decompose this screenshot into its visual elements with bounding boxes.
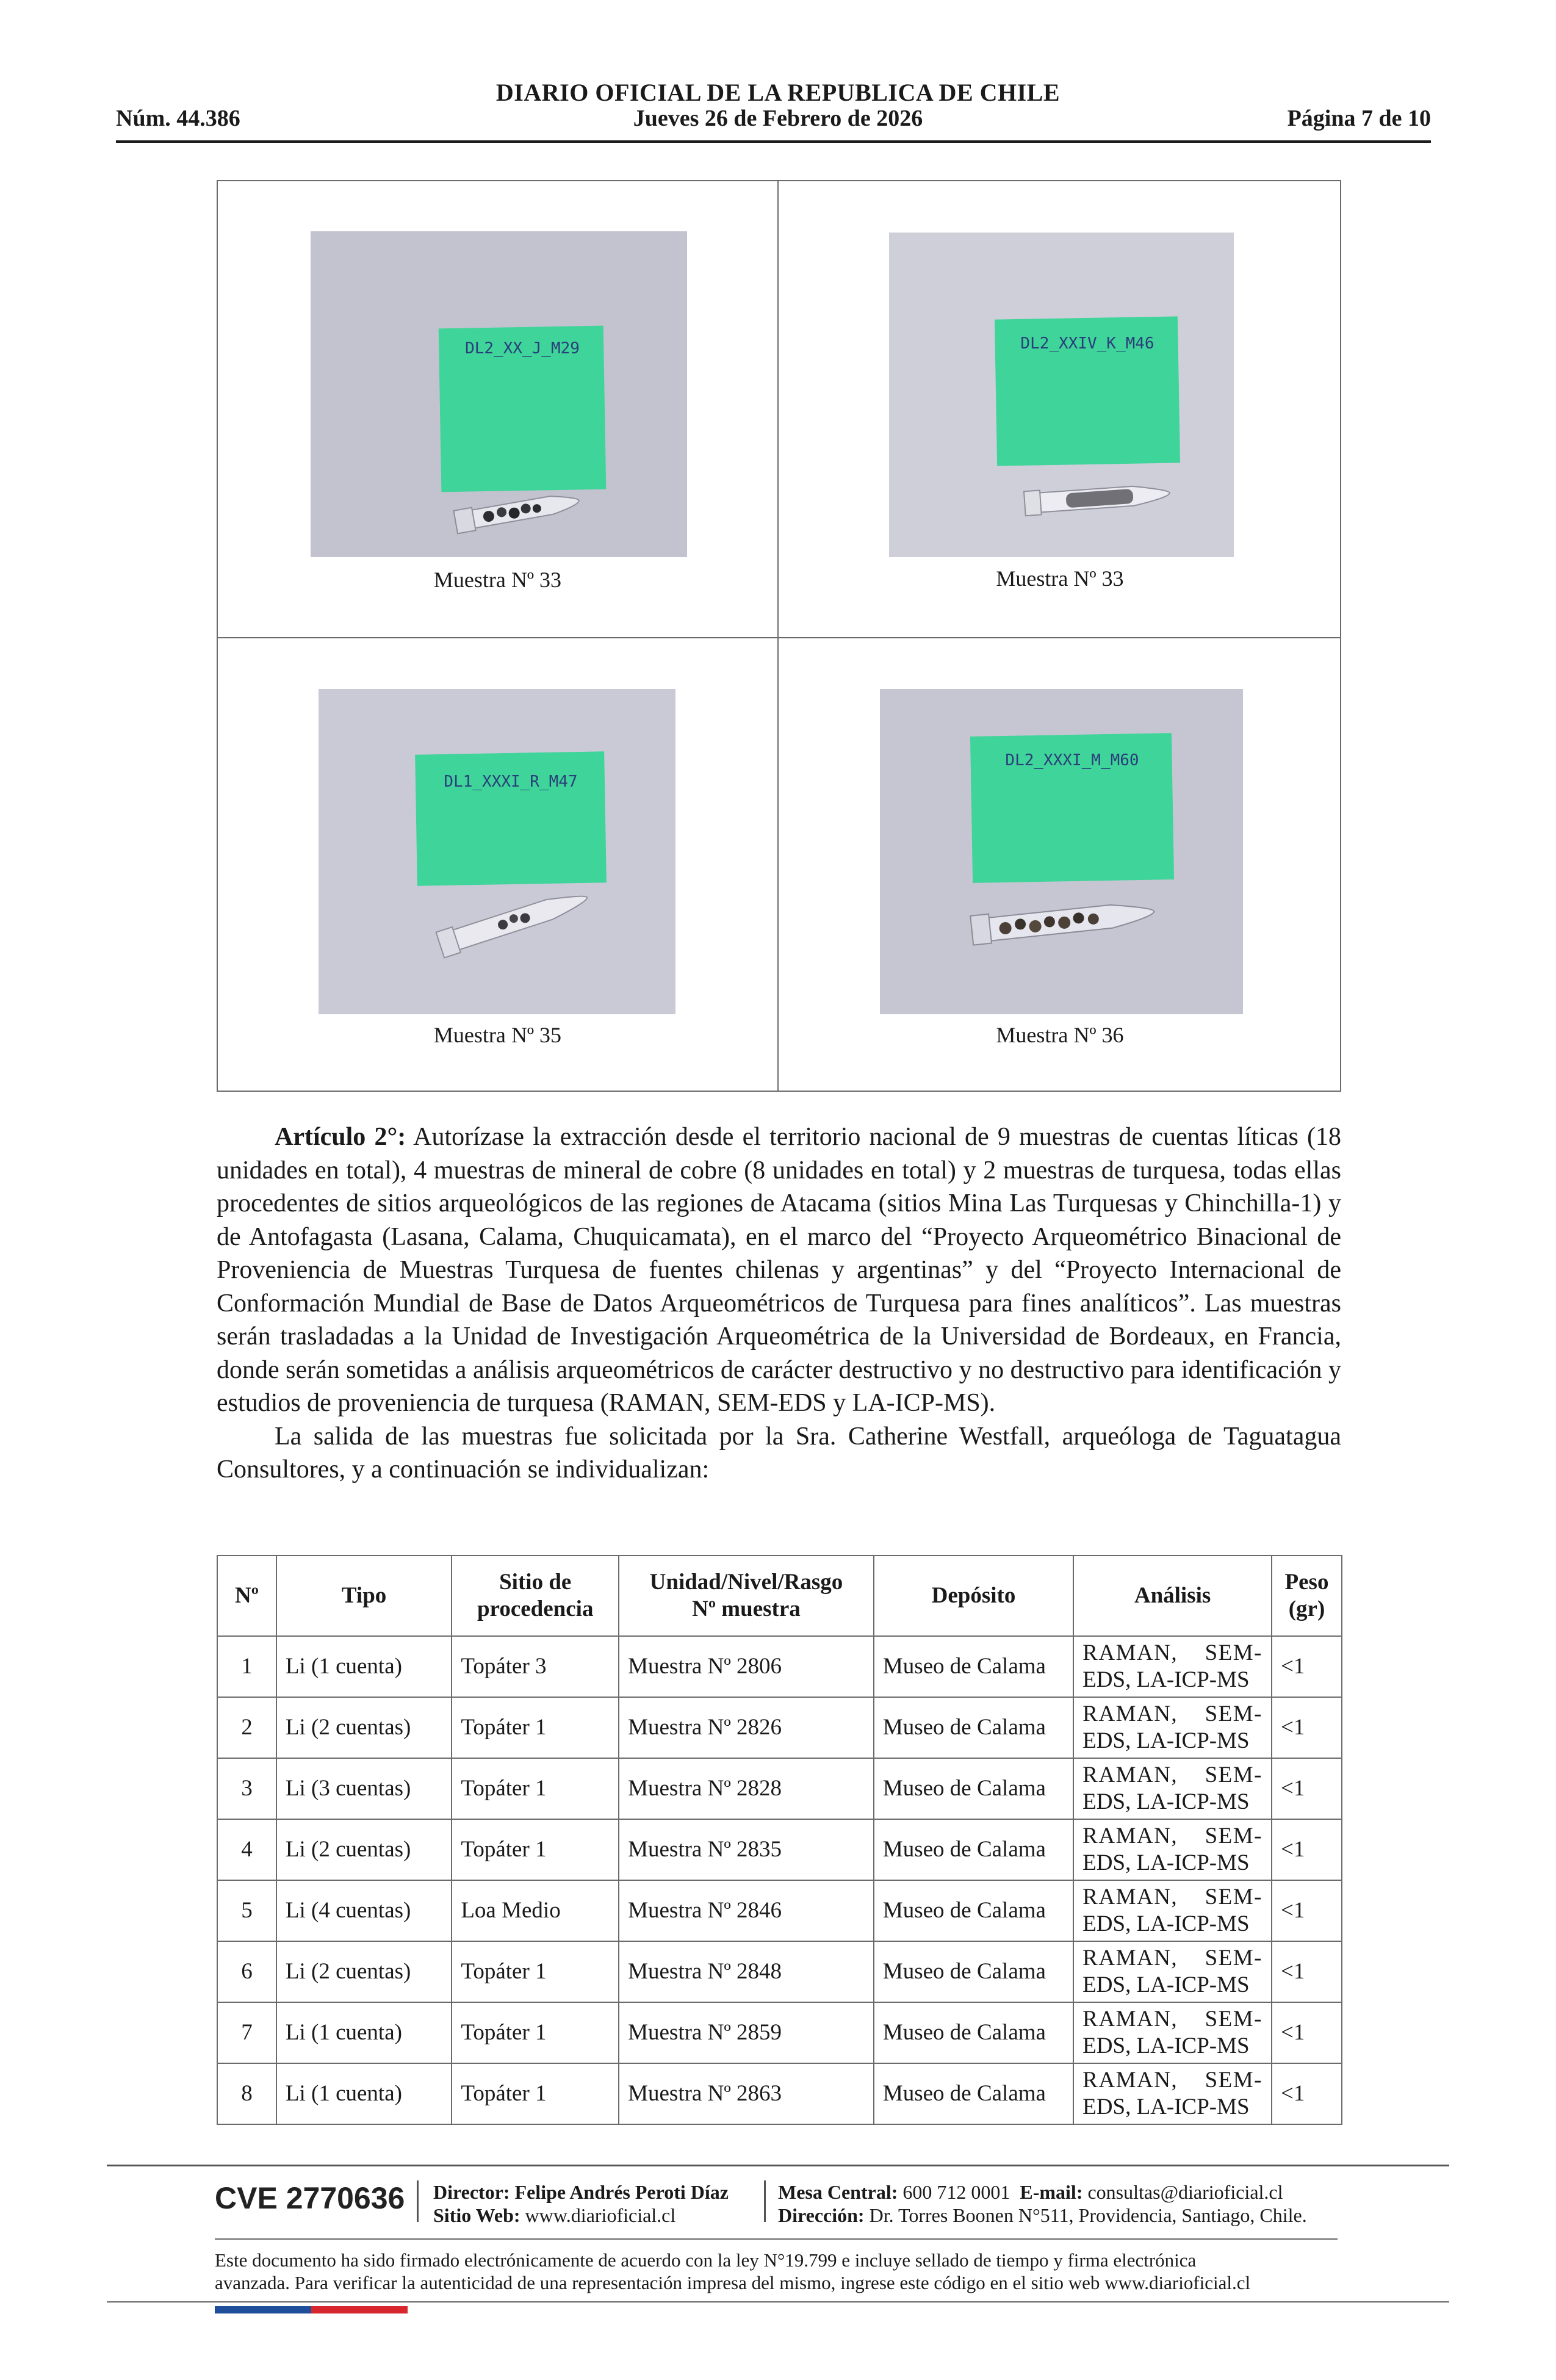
row-num: 5 <box>217 1880 276 1941</box>
col-header-tipo: Tipo <box>276 1556 452 1636</box>
row-muestra: Muestra Nº 2863 <box>619 2063 874 2124</box>
col-header-deposito: Depósito <box>874 1556 1073 1636</box>
article-paragraph-2: La salida de las muestras fue solicitada por la Sra. Catherine Westfall, arqueóloga de Taguatagua Consultores, y a continuación se individualizan: <box>217 1422 1341 1484</box>
table-row <box>217 1819 1342 1880</box>
row-analisis: RAMAN, SEM- EDS, LA-ICP-MS <box>1073 1636 1272 1697</box>
email-link[interactable]: consultas@diarioficial.cl <box>1087 2181 1283 2203</box>
row-tipo: Li (2 cuentas) <box>276 1819 452 1880</box>
table-row <box>217 2063 1342 2124</box>
article-body: Autorízase la extracción desde el territorio nacional de 9 muestras de cuentas líticas (18 unidades en total), 4 muestras de mineral de cobre (8 unidades en total) y 2 muestras de turquesa, todas ellas procedentes de sitios arqueológicos de las regiones de Atacama (sitios Mina Las Turquesas y Chinchilla-1) y de Antofagasta (Lasana, Calama, Chuquicamata), en el marco del “Proyecto Arqueométrico Binacional de Proveniencia de Muestras Turquesa de fuentes chilenas y argentinas” y del “Proyecto Internacional de Conformación Mundial de Base de Datos Arqueométricos de Turquesa para fines analíticos”. Las muestras serán trasladadas a la Unidad de Investigación Arqueométrica de la Universidad de Bordeaux, en Francia, donde serán sometidas a análisis arqueométricos de carácter destructivo y no destructivo para identificación y estudios de proveniencia de turquesa (RAMAN, SEM-EDS y LA-ICP-MS). <box>217 1123 1341 1417</box>
row-tipo: Li (4 cuentas) <box>276 1880 452 1941</box>
row-deposito: Museo de Calama <box>874 1758 1073 1819</box>
row-sitio: Topáter 1 <box>452 1819 619 1880</box>
row-analisis: RAMAN, SEM- EDS, LA-ICP-MS <box>1073 1819 1272 1880</box>
sample-label-text: DL2_XXXI_M_M60 <box>1005 751 1139 770</box>
row-muestra: Muestra Nº 2848 <box>619 1941 874 2002</box>
flag-bar-red <box>311 2306 408 2313</box>
article-paragraph-1 <box>217 1120 1341 1420</box>
col-header-peso: Peso (gr) <box>1272 1556 1342 1636</box>
table-row <box>217 1758 1342 1819</box>
issue-date: Jueves 26 de Febrero de 2026 <box>633 106 923 131</box>
grid-divider-horizontal <box>218 637 1340 638</box>
row-sitio: Topáter 1 <box>452 2063 619 2124</box>
sample-label-text: DL2_XXIV_K_M46 <box>1020 334 1154 353</box>
row-peso: <1 <box>1272 1636 1342 1697</box>
footer-separator <box>764 2180 766 2222</box>
sample-photo-3 <box>319 689 675 1014</box>
footer-contact-block: Mesa Central: 600 712 0001 E-mail: consultas@diarioficial.cl Dirección: Dr. Torres Boonen N°511, Providencia, Santiago, Chile. <box>778 2181 1307 2226</box>
flag-bar-blue <box>215 2306 311 2313</box>
row-deposito: Museo de Calama <box>874 2002 1073 2063</box>
row-sitio: Topáter 1 <box>452 1697 619 1758</box>
table-row <box>217 1880 1342 1941</box>
row-tipo: Li (2 cuentas) <box>276 1941 452 2002</box>
row-num: 2 <box>217 1697 276 1758</box>
table-row <box>217 1697 1342 1758</box>
sample-photo-grid <box>217 180 1341 1092</box>
row-num: 3 <box>217 1758 276 1819</box>
cve-code: CVE 2770636 <box>215 2181 405 2215</box>
sample-label-text: DL1_XXXI_R_M47 <box>444 773 578 791</box>
row-peso: <1 <box>1272 1758 1342 1819</box>
row-tipo: Li (3 cuentas) <box>276 1758 452 1819</box>
row-num: 6 <box>217 1941 276 2002</box>
row-num: 7 <box>217 2002 276 2063</box>
footer-separator <box>417 2180 419 2222</box>
col-header-unidad: Unidad/Nivel/Rasgo Nº muestra <box>619 1556 874 1636</box>
photo-caption: Muestra Nº 35 <box>433 1023 562 1047</box>
issue-number: Núm. 44.386 <box>116 106 240 131</box>
row-peso: <1 <box>1272 1941 1342 2002</box>
row-analisis: RAMAN, SEM- EDS, LA-ICP-MS <box>1073 2063 1272 2124</box>
phone-number: 600 712 0001 <box>902 2181 1010 2203</box>
photo-caption: Muestra Nº 33 <box>996 566 1124 591</box>
photo-caption: Muestra Nº 33 <box>433 568 562 592</box>
row-analisis: RAMAN, SEM- EDS, LA-ICP-MS <box>1073 2002 1272 2063</box>
row-deposito: Museo de Calama <box>874 1941 1073 2002</box>
website-link[interactable]: www.diarioficial.cl <box>525 2204 676 2226</box>
row-num: 1 <box>217 1636 276 1697</box>
row-tipo: Li (2 cuentas) <box>276 1697 452 1758</box>
legal-notice: Este documento ha sido firmado electrónicamente de acuerdo con la ley N°19.799 e incluye sellado de tiempo y firma electrónica avanzada. Para verificar la autenticidad de una representación impresa del mismo, ingrese este código en el sitio web www.diarioficial.cl <box>215 2249 1251 2293</box>
row-sitio: Topáter 1 <box>452 1941 619 2002</box>
grid-divider-vertical <box>777 181 779 1091</box>
row-muestra: Muestra Nº 2859 <box>619 2002 874 2063</box>
row-analisis: RAMAN, SEM- EDS, LA-ICP-MS <box>1073 1880 1272 1941</box>
row-peso: <1 <box>1272 2002 1342 2063</box>
article-title: Artículo 2°: <box>275 1123 406 1151</box>
sample-photo-2 <box>889 233 1234 557</box>
footer-rule <box>107 2301 1449 2302</box>
page-number: Página 7 de 10 <box>1287 106 1431 131</box>
table-row <box>217 2002 1342 2063</box>
footer-rule <box>107 2165 1449 2166</box>
sample-photo-4 <box>880 689 1243 1014</box>
row-muestra: Muestra Nº 2826 <box>619 1697 874 1758</box>
row-peso: <1 <box>1272 1697 1342 1758</box>
row-peso: <1 <box>1272 2063 1342 2124</box>
row-peso: <1 <box>1272 1880 1342 1941</box>
row-muestra: Muestra Nº 2846 <box>619 1880 874 1941</box>
row-sitio: Topáter 3 <box>452 1636 619 1697</box>
footer-rule <box>215 2238 1338 2240</box>
col-header-num: Nº <box>217 1556 276 1636</box>
row-sitio: Topáter 1 <box>452 2002 619 2063</box>
photo-caption: Muestra Nº 36 <box>996 1023 1124 1047</box>
row-num: 4 <box>217 1819 276 1880</box>
row-deposito: Museo de Calama <box>874 1636 1073 1697</box>
row-analisis: RAMAN, SEM- EDS, LA-ICP-MS <box>1073 1941 1272 2002</box>
row-deposito: Museo de Calama <box>874 2063 1073 2124</box>
row-tipo: Li (1 cuenta) <box>276 2063 452 2124</box>
row-tipo: Li (1 cuenta) <box>276 1636 452 1697</box>
row-muestra: Muestra Nº 2835 <box>619 1819 874 1880</box>
article-2 <box>217 1120 1341 1487</box>
row-deposito: Museo de Calama <box>874 1819 1073 1880</box>
row-tipo: Li (1 cuenta) <box>276 2002 452 2063</box>
header-rule <box>116 140 1431 143</box>
row-num: 8 <box>217 2063 276 2124</box>
row-muestra: Muestra Nº 2828 <box>619 1758 874 1819</box>
address: Dr. Torres Boonen N°511, Providencia, Santiago, Chile. <box>869 2204 1307 2226</box>
table-row <box>217 1636 1342 1697</box>
director-name: Felipe Andrés Peroti Díaz <box>514 2181 729 2203</box>
row-deposito: Museo de Calama <box>874 1697 1073 1758</box>
row-peso: <1 <box>1272 1819 1342 1880</box>
col-header-sitio: Sitio de procedencia <box>452 1556 619 1636</box>
row-sitio: Loa Medio <box>452 1880 619 1941</box>
row-analisis: RAMAN, SEM- EDS, LA-ICP-MS <box>1073 1697 1272 1758</box>
row-muestra: Muestra Nº 2806 <box>619 1636 874 1697</box>
samples-table <box>217 1555 1342 2125</box>
table-header-row <box>217 1556 1342 1636</box>
sample-label-text: DL2_XX_J_M29 <box>465 339 580 358</box>
newspaper-title: DIARIO OFICIAL DE LA REPUBLICA DE CHILE <box>495 79 1061 106</box>
table-row <box>217 1941 1342 2002</box>
row-sitio: Topáter 1 <box>452 1758 619 1819</box>
row-deposito: Museo de Calama <box>874 1880 1073 1941</box>
col-header-analisis: Análisis <box>1073 1556 1272 1636</box>
footer-director-block: Director: Felipe Andrés Peroti Díaz Sitio Web: www.diarioficial.cl <box>433 2181 729 2226</box>
sample-photo-1 <box>311 231 687 557</box>
row-analisis: RAMAN, SEM- EDS, LA-ICP-MS <box>1073 1758 1272 1819</box>
